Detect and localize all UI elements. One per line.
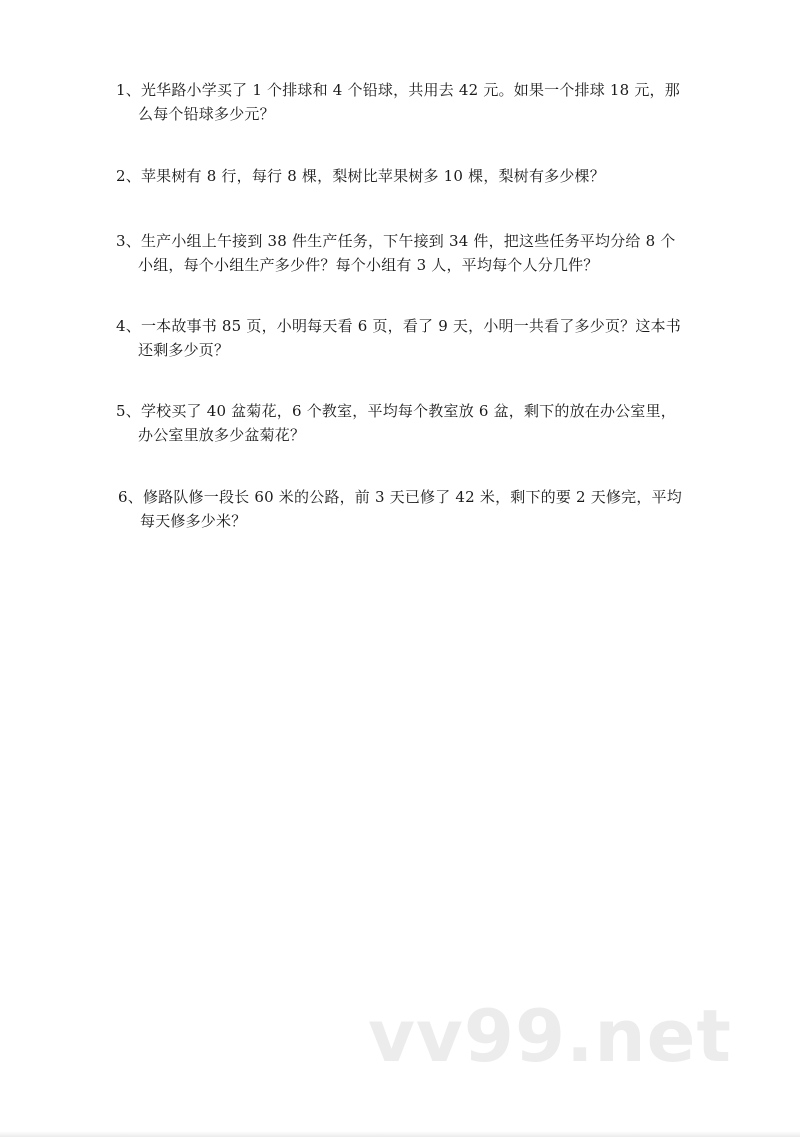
- problem-line: [116, 229, 716, 253]
- problem-line: [118, 485, 718, 509]
- problem-number: 1、: [116, 81, 141, 99]
- problem-number: 3、: [116, 232, 141, 250]
- problem-line: [116, 314, 716, 338]
- problem-line: 还剩多少页？: [138, 341, 230, 359]
- word-problem-1: [116, 78, 716, 126]
- problem-text: 一本故事书 85 页，小明每天看 6 页，看了 9 天，小明一共看了多少页？这本书: [140, 317, 681, 335]
- word-problem-5: [116, 399, 716, 447]
- problem-line: 小组，每个小组生产多少件？每个小组有 3 人，平均每个人分几件？: [138, 256, 599, 274]
- word-problem-2: [116, 164, 716, 188]
- problem-text: 生产小组上午接到 38 件生产任务，下午接到 34 件，把这些任务平均分给 8 个: [140, 232, 676, 250]
- problem-text: 苹果树有 8 行，每行 8 棵，梨树比苹果树多 10 棵，梨树有多少棵？: [140, 167, 605, 185]
- problem-line: [116, 399, 716, 423]
- word-problem-4: [116, 314, 716, 362]
- page-bottom-edge: [0, 1131, 800, 1137]
- problem-line: 办公室里放多少盆菊花？: [138, 426, 306, 444]
- word-problem-3: [116, 229, 716, 277]
- problem-number: 4、: [116, 317, 141, 335]
- problem-line: [116, 78, 716, 102]
- problem-line: 每天修多少米？: [140, 512, 247, 530]
- problem-text: 修路队修一段长 60 米的公路，前 3 天已修了 42 米，剩下的要 2 天修完，平均: [142, 488, 682, 506]
- problem-number: 2、: [116, 167, 141, 185]
- problem-line: 么每个铅球多少元？: [138, 105, 275, 123]
- problem-number: 5、: [116, 402, 141, 420]
- watermark: vv99.net: [368, 994, 732, 1078]
- problem-text: 学校买了 40 盆菊花，6 个教室，平均每个教室放 6 盆，剩下的放在办公室里，: [140, 402, 676, 420]
- problem-line: [116, 164, 716, 188]
- problem-text: 光华路小学买了 1 个排球和 4 个铅球，共用去 42 元。如果一个排球 18 元，那: [140, 81, 680, 99]
- word-problem-6: [118, 485, 718, 533]
- problem-number: 6、: [118, 488, 143, 506]
